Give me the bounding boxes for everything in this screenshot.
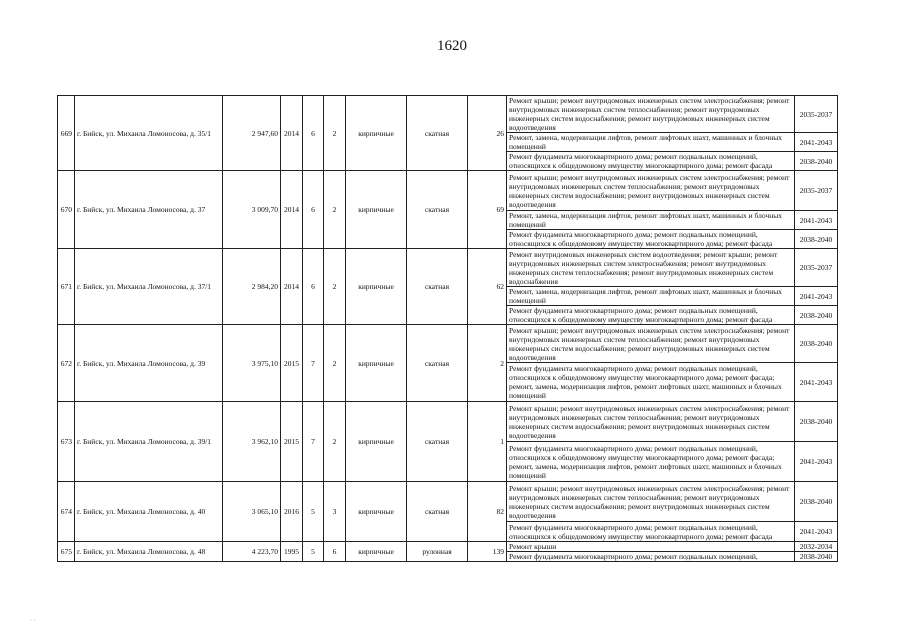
walls-cell: кирпичные (346, 482, 407, 542)
area-cell: 2 947,60 (223, 96, 281, 171)
year-cell: 2015 (281, 325, 303, 402)
area-cell: 3 962,10 (223, 402, 281, 482)
area-cell: 3 065,10 (223, 482, 281, 542)
address-cell: г. Бийск, ул. Михаила Ломоносова, д. 35/1 (75, 96, 223, 171)
floors-cell: 6 (303, 96, 324, 171)
table-row (58, 325, 838, 363)
table-row (58, 171, 838, 211)
residents-cell: 26 (468, 96, 507, 171)
work-description: Ремонт фундамента многоквартирного дома; ремонт подвальных помещений, относящихся к общедомовому имуществу многоквартирного дома; ремонт фасада (507, 306, 795, 325)
work-period: 2038-2040 (795, 230, 838, 249)
row-number: 673 (58, 402, 75, 482)
year-cell: 2014 (281, 249, 303, 325)
roof-cell: скатная (407, 96, 468, 171)
roof-cell: скатная (407, 482, 468, 542)
year-cell: 2015 (281, 402, 303, 482)
entrances-cell: 2 (324, 402, 346, 482)
row-number: 672 (58, 325, 75, 402)
year-cell: 2016 (281, 482, 303, 542)
address-cell: г. Бийск, ул. Михаила Ломоносова, д. 40 (75, 482, 223, 542)
walls-cell: кирпичные (346, 96, 407, 171)
work-description: Ремонт крыши; ремонт внутридомовых инженерных систем электроснабжения; ремонт внутридомовых инженерных систем теплоснабжения; ремонт внутридомовых инженерных систем водоснабжения; ремонт внутридомовых инженерных систем водоотведения (507, 171, 795, 211)
work-period: 2032-2034 (795, 542, 838, 552)
work-description: Ремонт фундамента многоквартирного дома; ремонт подвальных помещений, относящихся к общедомовому имуществу многоквартирного дома; ремонт фасада (507, 230, 795, 249)
row-number: 674 (58, 482, 75, 542)
floors-cell: 5 (303, 482, 324, 542)
work-description: Ремонт фундамента многоквартирного дома; ремонт подвальных помещений, относящихся к общедомовому имуществу многоквартирного дома; ремонт фасада (507, 522, 795, 542)
table-row (58, 542, 838, 552)
work-description: Ремонт, замена, модернизация лифтов, ремонт лифтовых шахт, машинных и блочных помещений (507, 287, 795, 306)
work-period: 2038-2040 (795, 325, 838, 363)
entrances-cell: 2 (324, 171, 346, 249)
margin-mark: · · (30, 618, 36, 624)
entrances-cell: 6 (324, 542, 346, 562)
row-number: 671 (58, 249, 75, 325)
floors-cell: 5 (303, 542, 324, 562)
table-row (58, 402, 838, 442)
work-period: 2041-2043 (795, 522, 838, 542)
floors-cell: 6 (303, 171, 324, 249)
walls-cell: кирпичные (346, 402, 407, 482)
residents-cell: 2 (468, 325, 507, 402)
roof-cell: скатная (407, 402, 468, 482)
roof-cell: рулонная (407, 542, 468, 562)
work-period: 2038-2040 (795, 552, 838, 562)
area-cell: 4 223,70 (223, 542, 281, 562)
year-cell: 2014 (281, 96, 303, 171)
work-description: Ремонт фундамента многоквартирного дома; ремонт подвальных помещений, относящихся к общедомовому имуществу многоквартирного дома; ремонт фасада (507, 152, 795, 171)
work-description: Ремонт крыши; ремонт внутридомовых инженерных систем электроснабжения; ремонт внутридомовых инженерных систем теплоснабжения; ремонт внутридомовых инженерных систем водоснабжения; ремонт внутридомовых инженерных систем водоотведения (507, 402, 795, 442)
work-description: Ремонт фундамента многоквартирного дома; ремонт подвальных помещений, относящихся к общедомовому имуществу многоквартирного дома; ремонт фасада; ремонт, замена, модернизация лифтов, ремонт лифтовых шахт, машинных и блочных помещений (507, 363, 795, 402)
row-number: 669 (58, 96, 75, 171)
work-period: 2041-2043 (795, 442, 838, 482)
work-description: Ремонт фундамента многоквартирного дома; ремонт подвальных помещений, относящихся к общедомовому имуществу многоквартирного дома; ремонт фасада; ремонт, замена, модернизация лифтов, ремонт лифтовых шахт, машинных и блочных помещений (507, 442, 795, 482)
work-description: Ремонт крыши; ремонт внутридомовых инженерных систем электроснабжения; ремонт внутридомовых инженерных систем теплоснабжения; ремонт внутридомовых инженерных систем водоснабжения; ремонт внутридомовых инженерных систем водоотведения (507, 482, 795, 522)
work-description: Ремонт, замена, модернизация лифтов, ремонт лифтовых шахт, машинных и блочных помещений (507, 133, 795, 152)
address-cell: г. Бийск, ул. Михаила Ломоносова, д. 37 (75, 171, 223, 249)
row-number: 670 (58, 171, 75, 249)
work-period: 2041-2043 (795, 363, 838, 402)
area-cell: 3 975,10 (223, 325, 281, 402)
work-period: 2035-2037 (795, 171, 838, 211)
address-cell: г. Бийск, ул. Михаила Ломоносова, д. 37/1 (75, 249, 223, 325)
roof-cell: скатная (407, 325, 468, 402)
work-description: Ремонт внутридомовых инженерных систем водоотведения; ремонт крыши; ремонт внутридомовых инженерных систем электроснабжения; ремонт внутридомовых инженерных систем теплоснабжения; ремонт внутридомовых инженерных систем водоснабжения (507, 249, 795, 287)
roof-cell: скатная (407, 171, 468, 249)
work-period: 2041-2043 (795, 287, 838, 306)
work-period: 2038-2040 (795, 402, 838, 442)
entrances-cell: 2 (324, 96, 346, 171)
work-description: Ремонт фундамента многоквартирного дома; ремонт подвальных помещений, (507, 552, 795, 562)
work-period: 2041-2043 (795, 211, 838, 230)
table-row (58, 249, 838, 287)
table-row (58, 96, 838, 133)
address-cell: г. Бийск, ул. Михаила Ломоносова, д. 39 (75, 325, 223, 402)
roof-cell: скатная (407, 249, 468, 325)
address-cell: г. Бийск, ул. Михаила Ломоносова, д. 48 (75, 542, 223, 562)
floors-cell: 7 (303, 402, 324, 482)
work-period: 2035-2037 (795, 249, 838, 287)
walls-cell: кирпичные (346, 325, 407, 402)
walls-cell: кирпичные (346, 542, 407, 562)
entrances-cell: 2 (324, 249, 346, 325)
residents-cell: 62 (468, 249, 507, 325)
work-description: Ремонт крыши (507, 542, 795, 552)
work-period: 2035-2037 (795, 96, 838, 133)
work-period: 2041-2043 (795, 133, 838, 152)
table-row (58, 482, 838, 522)
work-period: 2038-2040 (795, 482, 838, 522)
entrances-cell: 3 (324, 482, 346, 542)
table-body (58, 96, 838, 562)
work-description: Ремонт, замена, модернизация лифтов, ремонт лифтовых шахт, машинных и блочных помещений (507, 211, 795, 230)
residents-cell: 139 (468, 542, 507, 562)
work-period: 2038-2040 (795, 306, 838, 325)
residents-cell: 69 (468, 171, 507, 249)
row-number: 675 (58, 542, 75, 562)
housing-repair-table (57, 95, 838, 562)
residents-cell: 82 (468, 482, 507, 542)
page-number: 1620 (437, 38, 467, 54)
work-description: Ремонт крыши; ремонт внутридомовых инженерных систем электроснабжения; ремонт внутридомовых инженерных систем теплоснабжения; ремонт внутридомовых инженерных систем водоснабжения; ремонт внутридомовых инженерных систем водоотведения (507, 325, 795, 363)
entrances-cell: 2 (324, 325, 346, 402)
year-cell: 1995 (281, 542, 303, 562)
floors-cell: 7 (303, 325, 324, 402)
walls-cell: кирпичные (346, 171, 407, 249)
residents-cell: 1 (468, 402, 507, 482)
area-cell: 2 984,20 (223, 249, 281, 325)
work-period: 2038-2040 (795, 152, 838, 171)
walls-cell: кирпичные (346, 249, 407, 325)
address-cell: г. Бийск, ул. Михаила Ломоносова, д. 39/1 (75, 402, 223, 482)
work-description: Ремонт крыши; ремонт внутридомовых инженерных систем электроснабжения; ремонт внутридомовых инженерных систем теплоснабжения; ремонт внутридомовых инженерных систем водоснабжения; ремонт внутридомовых инженерных систем водоотведения (507, 96, 795, 133)
area-cell: 3 009,70 (223, 171, 281, 249)
floors-cell: 6 (303, 249, 324, 325)
year-cell: 2014 (281, 171, 303, 249)
